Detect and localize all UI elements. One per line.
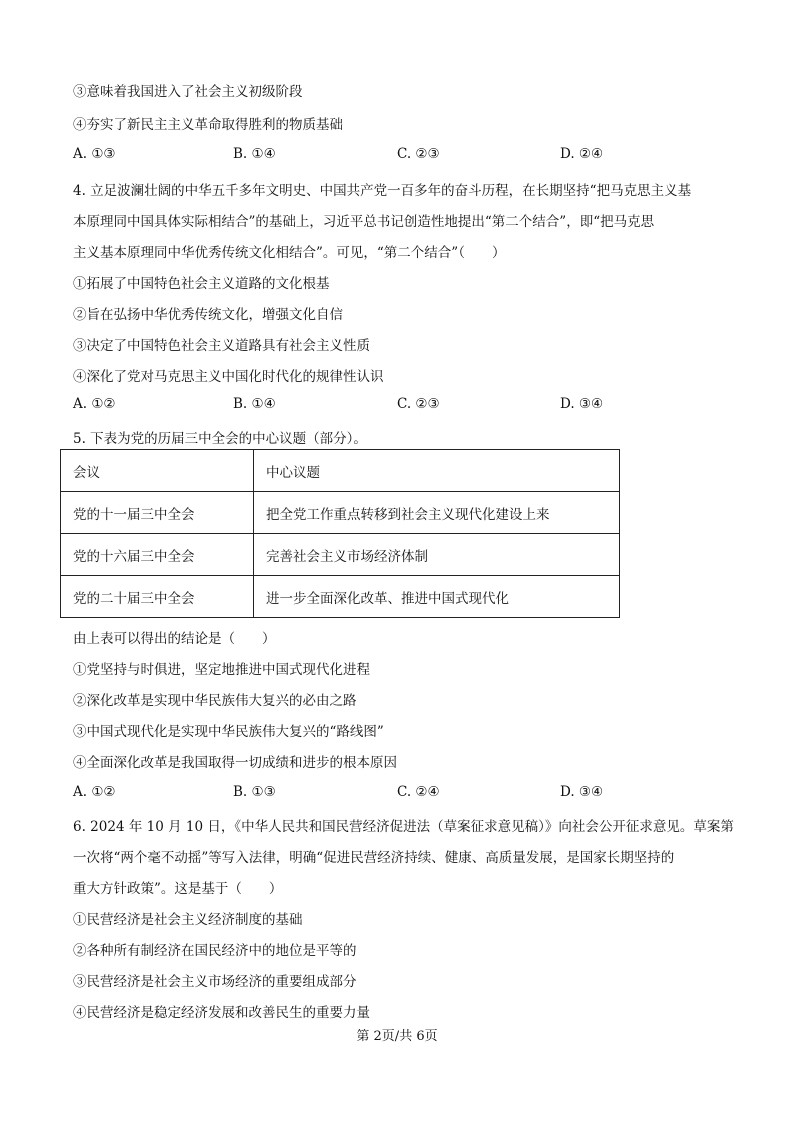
q4-statement-2: ②旨在弘扬中华优秀传统文化，增强文化自信 [73, 307, 343, 323]
q3-option-a: A. ①③ [73, 146, 116, 162]
q6-statement-3: ③民营经济是社会主义市场经济的重要组成部分 [73, 974, 357, 990]
q4-option-b: B. ①④ [233, 396, 276, 412]
table-header-topic: 中心议题 [254, 450, 620, 492]
q5-statement-4: ④全面深化改革是我国取得一切成绩和进步的根本原因 [73, 755, 397, 771]
table-cell: 党的二十届三中全会 [61, 576, 254, 618]
table-row [61, 534, 620, 576]
q4-option-d: D. ③④ [560, 396, 604, 412]
q5-option-c: C. ②④ [397, 784, 440, 800]
q3-statement-4: ④夯实了新民主主义革命取得胜利的物质基础 [73, 117, 343, 133]
q3-statement-3: ③意味着我国进入了社会主义初级阶段 [73, 84, 303, 100]
q4-stem-line-2: 本原理同中国具体实际相结合”的基础上，习近平总书记创造性地提出“第二个结合”，即“把马克思 [73, 214, 655, 230]
q3-option-d: D. ②④ [560, 146, 604, 162]
table-row [61, 492, 620, 534]
q4-stem-line-3: 主义基本原理同中华优秀传统文化相结合”。可见，“第二个结合”（ ） [73, 245, 506, 261]
q3-options [73, 146, 633, 166]
table-cell: 完善社会主义市场经济体制 [254, 534, 620, 576]
q5-option-b: B. ①③ [233, 784, 276, 800]
table-cell: 党的十六届三中全会 [61, 534, 254, 576]
q4-statement-1: ①拓展了中国特色社会主义道路的文化根基 [73, 276, 330, 292]
q6-stem-line-1: 6. 2024 年 10 月 10 日，《中华人民共和国民营经济促进法（草案征求意见稿）》向社会公开征求意见。草案第 [73, 819, 734, 835]
q6-stem-line-2: 一次将“两个毫不动摇”等写入法律，明确“促进民营经济持续、健康、高质量发展，是国家长期坚持的 [73, 850, 675, 866]
q5-statement-1: ①党坚持与时俱进，坚定地推进中国式现代化进程 [73, 662, 370, 678]
table-cell: 进一步全面深化改革、推进中国式现代化 [254, 576, 620, 618]
q6-stem-line-3: 重大方针政策”。这是基于（ ） [73, 881, 283, 897]
q6-statement-1: ①民营经济是社会主义经济制度的基础 [73, 912, 303, 928]
table-cell: 把全党工作重点转移到社会主义现代化建设上来 [254, 492, 620, 534]
q6-statement-2: ②各种所有制经济在国民经济中的地位是平等的 [73, 943, 357, 959]
table-header-meeting: 会议 [61, 450, 254, 492]
q4-stem-line-1: 4. 立足波澜壮阔的中华五千多年文明史、中国共产党一百多年的奋斗历程，在长期坚持“把马克思主义基 [73, 183, 692, 199]
q4-option-c: C. ②③ [397, 396, 440, 412]
q5-question: 由上表可以得出的结论是（ ） [73, 631, 276, 647]
table-header-row [61, 450, 620, 492]
q5-table [60, 449, 620, 618]
table-cell: 党的十一届三中全会 [61, 492, 254, 534]
q3-option-c: C. ②③ [397, 146, 440, 162]
q5-statement-3: ③中国式现代化是实现中华民族伟大复兴的“路线图” [73, 724, 384, 740]
q5-statement-2: ②深化改革是实现中华民族伟大复兴的必由之路 [73, 693, 357, 709]
page-footer: 第 2页/共 6页 [356, 1029, 438, 1044]
q4-statement-3: ③决定了中国特色社会主义道路具有社会主义性质 [73, 338, 370, 354]
q5-options [73, 784, 633, 804]
q4-statement-4: ④深化了党对马克思主义中国化时代化的规律性认识 [73, 369, 384, 385]
q5-option-a: A. ①② [73, 784, 116, 800]
q5-option-d: D. ③④ [560, 784, 604, 800]
q4-options [73, 396, 633, 416]
q6-statement-4: ④民营经济是稳定经济发展和改善民生的重要力量 [73, 1005, 370, 1021]
q5-stem: 5. 下表为党的历届三中全会的中心议题（部分）。 [73, 431, 367, 447]
table-row [61, 576, 620, 618]
q4-option-a: A. ①② [73, 396, 116, 412]
q3-option-b: B. ①④ [233, 146, 276, 162]
